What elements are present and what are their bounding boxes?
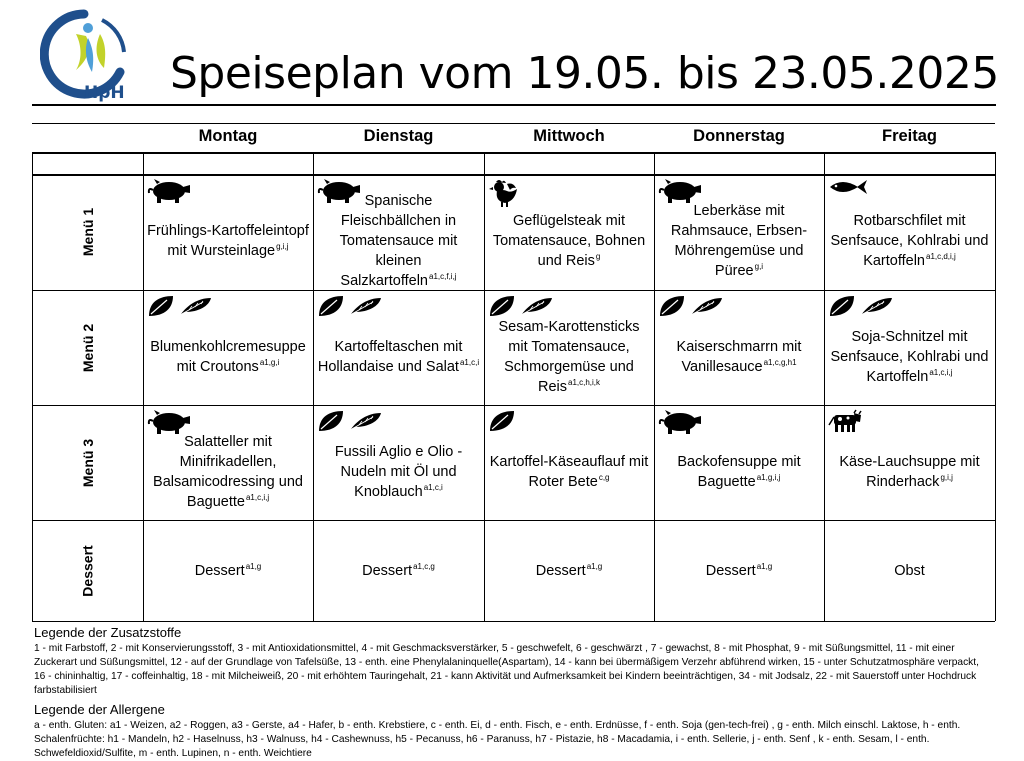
- day-header: Montag: [198, 127, 258, 145]
- meal-name: Dessert: [705, 562, 756, 579]
- allergen-codes: g,i: [754, 262, 764, 271]
- meal-cell: [654, 520, 824, 621]
- svg-text:HpH: HpH: [84, 83, 125, 103]
- row-label: Menü 2: [80, 323, 97, 372]
- meal-cell: [484, 192, 654, 290]
- meal-name: Leberkäse mit Rahmsauce, Erbsen-Möhrengemüse und Püree: [670, 203, 808, 279]
- meal-name: Fussili Aglio e Olio - Nudeln mit Öl und Knoblauch: [334, 443, 463, 500]
- meal-name: Geflügelsteak mit Tomatensauce, Bohnen und Reis: [492, 213, 646, 269]
- meal-name: Kartoffel-Käseauflauf mit Roter Bete: [489, 453, 649, 490]
- allergen-codes: a1,c,f,i,j: [429, 272, 457, 281]
- day-header: Donnerstag: [693, 127, 785, 145]
- meal-cell: [654, 423, 824, 520]
- day-header: Freitag: [881, 127, 937, 145]
- meal-cell: [313, 308, 484, 405]
- row-label: Menü 1: [80, 207, 97, 257]
- hph-logo-people-icon: [40, 8, 132, 104]
- meal-cell: [143, 308, 313, 405]
- meal-name: Salatteller mit Minifrikadellen, Balsamicodressing und Baguette: [153, 433, 303, 510]
- allergen-codes: a1,c,h,i,k: [568, 377, 601, 387]
- legend-allergens-text: a - enth. Gluten: a1 - Weizen, a2 - Roggen, a3 - Gerste, a4 - Hafer, b - enth. Krebstiere, c - enth. Ei, d - enth. Fisch, e - enth. Erdnüsse, f - enth. Soja (gen-tech-frei) , g - enth. Milch einschl. Laktose, h - enth. Schalenfrüchte: h1 - Mandeln, h2 - Haselnuss, h3 - Walnuss, h4 - Cashewnuss, h5 - Pecanuss, h6 - Paranuss, h7 - Pistazie, h8 - Macadamia, i - enth. Sellerie, j - enth. Senf , k - enth. Sesam, l - enth. Schwefeldioxid/Sulfite, m - enth. Lupinen, n - enth. Weichtiere: [34, 720, 961, 759]
- header-divider: [32, 152, 995, 154]
- allergen-codes: c,g: [598, 472, 610, 482]
- meal-cell: [824, 423, 995, 520]
- meal-cell: [143, 520, 313, 621]
- meal-name: Backofensuppe mit Baguette: [677, 453, 801, 490]
- allergen-codes: a1,c,g: [413, 561, 435, 571]
- meal-name: Dessert: [362, 562, 413, 579]
- meal-cell: [484, 520, 654, 621]
- day-header: Mittwoch: [533, 127, 605, 145]
- row-divider: [32, 290, 995, 291]
- meal-cell: [313, 423, 484, 520]
- meal-cell: [313, 520, 484, 621]
- day-header: Dienstag: [363, 127, 434, 145]
- row-divider: [32, 174, 995, 176]
- meal-cell: [654, 192, 824, 290]
- meal-name: Spanische Fleischbällchen in Tomatensauce mit kleinen Salzkartoffeln: [339, 193, 458, 289]
- meal-name: Kartoffeltaschen mit Hollandaise und Salat: [317, 338, 463, 375]
- title-divider: [32, 104, 996, 106]
- allergen-codes: a1,g: [245, 561, 262, 571]
- legend-allergens-title: Legende der Allergene: [34, 702, 165, 717]
- meal-name: Kaiserschmarrn mit Vanillesauce: [676, 338, 802, 375]
- meal-cell: [484, 423, 654, 520]
- allergen-codes: a1,c,i: [459, 357, 480, 367]
- allergen-codes: a1,c,d,i,j: [926, 252, 956, 261]
- allergen-codes: g,i,j: [276, 242, 289, 251]
- allergen-codes: g: [595, 252, 601, 261]
- allergen-codes: a1,c,g,h1: [763, 357, 797, 367]
- row-label: Dessert: [80, 544, 96, 597]
- page-title: Speiseplan vom 19.05. bis 23.05.2025: [170, 48, 999, 99]
- meal-name: Dessert: [535, 562, 586, 579]
- row-divider: [32, 405, 995, 406]
- meal-name: Frühlings-Kartoffeleintopf mit Wursteinlage: [147, 223, 309, 259]
- meal-cell: [654, 308, 824, 405]
- meal-name: Dessert: [194, 562, 245, 579]
- allergen-codes: a1,g: [586, 561, 603, 571]
- meal-name: Soja-Schnitzel mit Senfsauce, Kohlrabi und Kartoffeln: [830, 328, 989, 385]
- legend-additives-title: Legende der Zusatzstoffe: [34, 625, 182, 640]
- meal-cell: [313, 192, 484, 290]
- table-left-border: [32, 152, 33, 621]
- meal-name: Rotbarschfilet mit Senfsauce, Kohlrabi und Kartoffeln: [830, 213, 989, 269]
- meal-name: Sesam-Karottensticks mit Tomatensauce, Schmorgemüse und Reis: [498, 318, 640, 395]
- allergen-codes: a1,c,i: [423, 482, 443, 492]
- table-top-border: [32, 123, 995, 124]
- row-divider: [32, 621, 995, 622]
- meal-cell: [143, 423, 313, 520]
- meal-name: Obst: [894, 562, 925, 579]
- meal-cell: [484, 308, 654, 405]
- allergen-codes: a1,g,i: [259, 357, 280, 367]
- allergen-codes: a1,g,i,j: [756, 472, 781, 482]
- meal-name: Käse-Lauchsuppe mit Rinderhack: [839, 453, 980, 490]
- allergen-codes: a1,c,i,j: [245, 492, 270, 502]
- meal-cell: [824, 192, 995, 290]
- column-divider: [995, 152, 996, 621]
- allergen-codes: a1,g: [756, 561, 773, 571]
- meal-cell: [824, 520, 995, 621]
- meal-cell: [143, 192, 313, 290]
- allergen-codes: a1,c,i,j: [929, 367, 953, 377]
- meal-name: Blumenkohlcremesuppe mit Croutons: [150, 338, 306, 375]
- allergen-codes: g,i,j: [940, 472, 953, 482]
- meal-cell: [824, 308, 995, 405]
- legend-additives-text: 1 - mit Farbstoff, 2 - mit Konservierungsstoff, 3 - mit Antioxidationsmittel, 4 - mit Geschmacksverstärker, 5 - geschwefelt, 6 - geschwärzt , 7 - gewachst, 8 - mit Phosphat, 9 - mit Süßungsmittel, 11 - mit einer Zuckerart und Süßungsmittel, 12 - auf der Grundlage von Tafelsüße, 13 - enth. eine Phenylalaninquelle(Aspartam), 14 - kann bei übermäßigem Verzehr abführend wirken, 15 - unter Schutzatmosphäre verpackt, 16 - chininhaltig, 17 - coffeinhaltig, 18 - mit Milcheiweiß, 20 - mit erhöhtem Tauringehalt, 21 - kann Aktivität und Aufmerksamkeit bei Kindern beeinträchtigen, 34 - mit Jodsalz, 22 - mit Sauerstoff unter Hochdruck farbstabilisiert: [34, 643, 979, 696]
- row-label: Menü 3: [80, 438, 97, 487]
